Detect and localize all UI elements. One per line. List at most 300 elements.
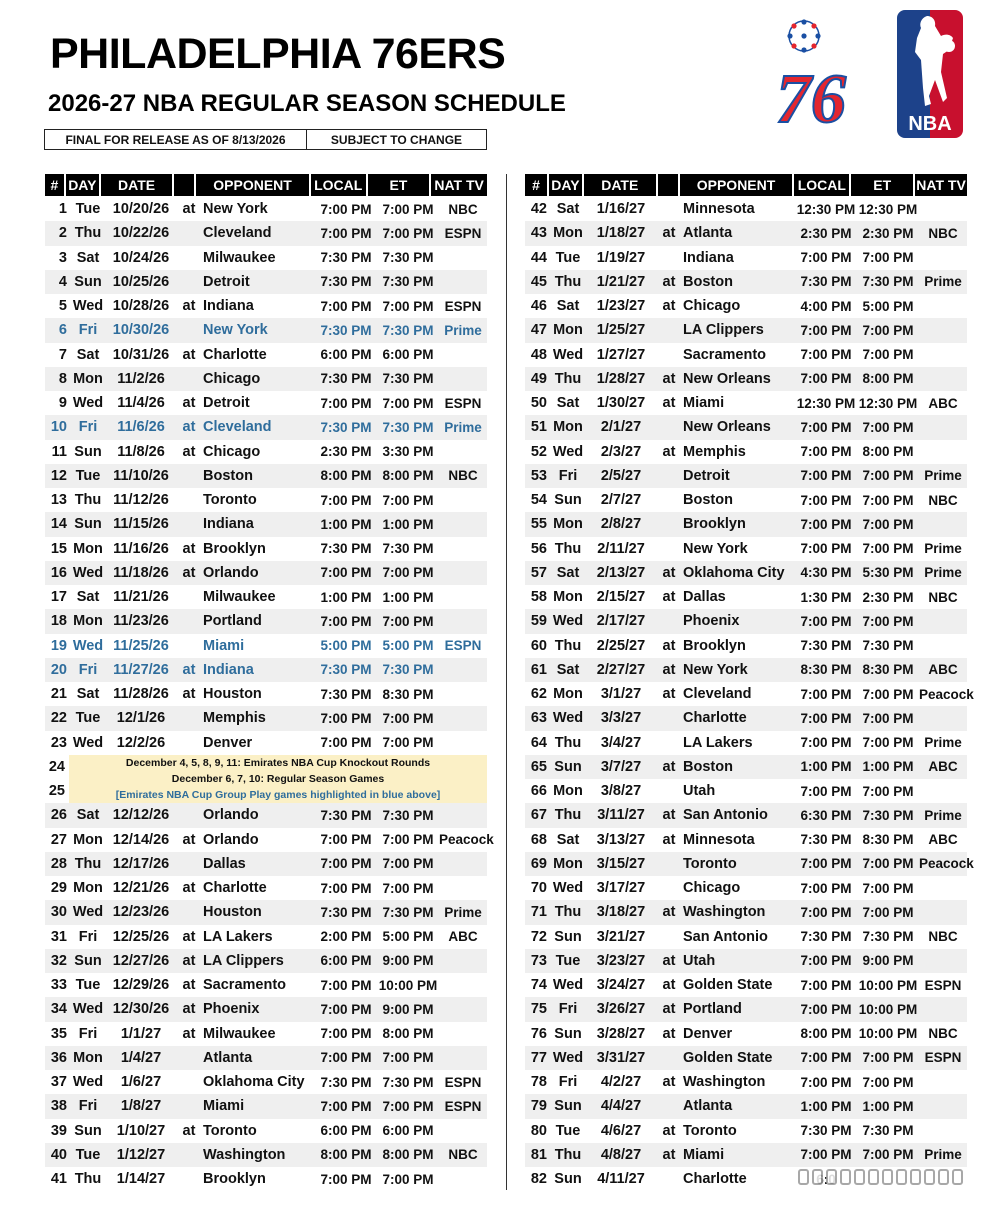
local-time: 7:30 PM [320,419,372,435]
header-at [658,174,678,196]
opponent-name: Indiana [683,249,734,266]
table-row [525,634,967,658]
game-day: Sun [74,273,102,290]
table-row [45,367,487,391]
game-day: Mon [73,370,103,387]
game-number: 2 [58,225,67,242]
local-time: 7:00 PM [320,880,372,896]
game-day: Wed [552,710,584,727]
et-time: 8:30 PM [382,686,434,702]
game-number: 73 [530,952,547,969]
et-time: 7:30 PM [862,638,914,654]
tv-network: ESPN [444,1098,482,1114]
game-number: 43 [530,225,547,242]
game-day: Sun [554,492,582,509]
local-time: 2:30 PM [320,444,372,460]
table-row [45,1143,487,1167]
tv-network: ABC [928,662,958,678]
local-time: 7:00 PM [800,977,852,993]
game-number: 72 [530,928,547,945]
game-number: 13 [50,492,67,509]
et-time: 7:00 PM [862,1074,914,1090]
game-number: 78 [530,1074,547,1091]
header-tv: NAT TV [915,174,967,196]
local-time: 5:00 PM [320,638,372,654]
game-number: 11 [51,443,67,460]
table-row [45,876,487,900]
game-date: 1/12/27 [116,1146,166,1163]
game-day: Wed [552,613,584,630]
local-time: 7:00 PM [320,832,372,848]
tv-network: Prime [924,1147,962,1163]
tv-network: NBC [928,492,958,508]
opponent-name: Toronto [203,1122,257,1139]
opponent-name: New Orleans [683,419,771,436]
local-time: 7:30 PM [800,1123,852,1139]
game-number: 70 [530,880,547,897]
table-row [525,609,967,633]
table-row [525,997,967,1021]
table-row [45,634,487,658]
table-header [45,174,487,196]
game-number: 41 [50,1171,67,1188]
game-number: 62 [530,686,547,703]
opponent-name: Phoenix [203,1001,260,1018]
table-row [525,731,967,755]
away-marker: at [182,880,196,897]
game-day: Fri [558,1074,578,1091]
game-number: 66 [530,783,547,800]
game-number: 80 [530,1122,547,1139]
game-day: Thu [74,855,102,872]
game-day: Mon [73,1049,103,1066]
opponent-name: Washington [203,1146,286,1163]
opponent-name: Dallas [683,589,726,606]
table-row [525,1070,967,1094]
away-marker: at [662,395,676,412]
game-date: 12/1/26 [116,710,166,727]
game-date: 3/11/27 [597,807,645,824]
game-number: 69 [530,855,547,872]
away-marker: at [182,952,196,969]
game-number: 12 [50,467,67,484]
et-time: 8:00 PM [382,1147,434,1163]
game-number: 37 [50,1074,67,1091]
tv-network: NBC [448,468,478,484]
local-time: 7:00 PM [800,953,852,969]
local-time: 7:00 PM [320,735,372,751]
local-time: 8:30 PM [800,662,852,678]
local-time: 7:00 PM [800,250,852,266]
table-row [525,246,967,270]
local-time: 1:30 PM [800,589,852,605]
game-day: Wed [72,564,104,581]
game-day: Thu [554,734,582,751]
game-date: 3/15/27 [596,855,646,872]
game-number: 48 [530,346,547,363]
header-at [174,174,194,196]
header-local: LOCAL [794,174,849,196]
opponent-name: Charlotte [683,1171,747,1188]
local-time: 7:00 PM [800,783,852,799]
game-date: 1/8/27 [120,1098,162,1115]
table-row [525,658,967,682]
game-date: 10/31/26 [112,346,170,363]
game-day: Wed [72,298,104,315]
opponent-name: Brooklyn [203,540,266,557]
et-time: 7:00 PM [862,686,914,702]
table-row [45,706,487,730]
game-number: 47 [530,322,547,339]
opponent-name: Phoenix [683,613,740,630]
game-number: 50 [530,395,547,412]
game-date: 10/30/26 [112,322,170,339]
local-time: 7:00 PM [800,322,852,338]
et-time: 10:00 PM [858,1026,918,1042]
game-date: 3/21/27 [596,928,646,945]
local-time: 7:30 PM [800,929,852,945]
game-date: 4/2/27 [600,1074,642,1091]
opponent-name: Cleveland [683,686,752,703]
game-date: 2/15/27 [596,589,646,606]
local-time: 7:00 PM [320,977,372,993]
game-number: 54 [530,492,547,509]
et-time: 7:30 PM [382,274,434,290]
game-day: Sat [76,686,100,703]
et-time: 1:00 PM [382,589,434,605]
game-day: Sun [554,1098,582,1115]
game-date: 12/23/26 [112,904,170,921]
opponent-name: Atlanta [203,1049,253,1066]
note-line: [Emirates NBA Cup Group Play games highlighted in blue above] [115,789,441,801]
release-note: FINAL FOR RELEASE AS OF 8/13/2026 [45,130,307,149]
local-time: 7:30 PM [800,638,852,654]
game-date: 11/28/26 [113,686,169,703]
cup-note [69,755,487,804]
opponent-name: Milwaukee [203,589,276,606]
game-number: 7 [58,346,67,363]
game-number: 45 [530,273,547,290]
opponent-name: Atlanta [683,1098,733,1115]
local-time: 2:00 PM [320,929,372,945]
game-number: 75 [530,1001,547,1018]
opponent-name: Utah [683,783,716,800]
opponent-name: Dallas [203,855,246,872]
et-time: 7:00 PM [382,1171,434,1187]
table-row [45,1022,487,1046]
away-marker: at [182,1001,196,1018]
away-marker: at [182,928,196,945]
opponent-name: Cleveland [203,225,272,242]
game-day: Thu [554,637,582,654]
local-time: 1:00 PM [800,1098,852,1114]
et-time: 7:30 PM [382,807,434,823]
et-time: 9:00 PM [382,1001,434,1017]
game-day: Tue [555,1122,581,1139]
game-number: 67 [530,807,547,824]
away-marker: at [662,1122,676,1139]
away-marker: at [662,225,676,242]
game-number: 10 [50,419,67,436]
table-row [45,512,487,536]
opponent-name: Washington [683,904,766,921]
local-time: 2:30 PM [800,225,852,241]
et-time: 7:00 PM [382,613,434,629]
game-date: 12/27/26 [112,952,170,969]
change-note: SUBJECT TO CHANGE [330,132,463,147]
table-row [45,1070,487,1094]
tv-network: ESPN [444,638,482,654]
tv-network: Prime [924,735,962,751]
game-day: Sun [554,928,582,945]
game-number: 21 [50,686,67,703]
local-time: 4:30 PM [800,565,852,581]
local-time: 7:00 PM [800,541,852,557]
table-row [525,1094,967,1118]
et-time: 7:00 PM [382,856,434,872]
tv-network: Prime [444,322,482,338]
table-row [45,852,487,876]
game-number: 32 [50,952,67,969]
game-date: 11/25/26 [113,637,169,654]
table-row [45,828,494,852]
et-time: 7:30 PM [382,419,434,435]
game-date: 11/18/26 [113,564,169,581]
game-date: 2/11/27 [597,540,645,557]
game-day: Thu [554,1146,582,1163]
table-row [525,682,974,706]
local-time: 12:30 PM [796,201,856,217]
away-marker: at [182,977,196,994]
opponent-name: Minnesota [683,201,755,218]
table-row [45,949,487,973]
game-date: 3/7/27 [600,758,642,775]
et-time: 7:00 PM [862,541,914,557]
tv-network: ESPN [444,225,482,241]
away-marker: at [662,637,676,654]
release-info-box [44,129,487,150]
game-number: 81 [530,1146,547,1163]
et-time: 7:00 PM [862,1147,914,1163]
et-time: 8:00 PM [862,371,914,387]
game-day: Wed [552,1049,584,1066]
table-row [525,270,967,294]
et-time: 7:00 PM [382,565,434,581]
game-day: Wed [552,880,584,897]
opponent-name: Chicago [203,443,261,460]
et-time: 7:00 PM [382,1050,434,1066]
away-marker: at [182,443,196,460]
opponent-name: New York [683,661,748,678]
opponent-name: Minnesota [683,831,755,848]
tv-network: NBC [448,1147,478,1163]
game-date: 11/16/26 [113,540,169,557]
game-day: Wed [72,637,104,654]
game-date: 12/30/26 [112,1001,170,1018]
away-marker: at [182,1122,196,1139]
et-time: 7:30 PM [382,250,434,266]
opponent-name: Milwaukee [203,249,276,266]
game-date: 3/4/27 [600,734,642,751]
game-number: 51 [530,419,547,436]
games-list [525,197,974,1191]
away-marker: at [662,1146,676,1163]
page-subtitle: 2026-27 NBA REGULAR SEASON SCHEDULE [48,90,566,117]
opponent-name: Charlotte [203,880,267,897]
game-number: 40 [50,1146,67,1163]
et-time: 5:30 PM [862,565,914,581]
watermark [798,1164,994,1190]
local-time: 7:00 PM [320,710,372,726]
game-day: Sun [74,1122,102,1139]
game-number: 9 [58,395,67,412]
et-time: 12:30 PM [858,395,918,411]
table-row [45,464,487,488]
game-date: 3/28/27 [596,1025,646,1042]
game-day: Fri [78,928,98,945]
away-marker: at [662,370,676,387]
local-time: 12:30 PM [796,395,856,411]
game-day: Tue [75,467,101,484]
game-number: 6 [58,322,67,339]
game-day: Mon [553,516,583,533]
game-day: Wed [552,346,584,363]
game-number: 79 [530,1098,547,1115]
game-day: Sat [76,346,100,363]
table-row [45,197,487,221]
opponent-name: Orlando [203,807,259,824]
table-row [525,391,967,415]
game-date: 3/24/27 [596,977,646,994]
local-time: 7:00 PM [800,904,852,920]
table-row [525,512,967,536]
away-marker: at [662,904,676,921]
table-row [525,755,967,779]
game-date: 12/17/26 [112,855,170,872]
game-date: 11/23/26 [113,613,169,630]
opponent-name: Toronto [683,1122,737,1139]
table-row [45,803,487,827]
local-time: 1:00 PM [320,589,372,605]
local-time: 7:30 PM [320,371,372,387]
game-day: Sun [554,1025,582,1042]
et-time: 1:00 PM [862,1098,914,1114]
et-time: 7:00 PM [862,904,914,920]
et-time: 8:00 PM [382,1026,434,1042]
opponent-name: Golden State [683,1049,773,1066]
local-time: 7:00 PM [320,856,372,872]
game-day: Sat [556,831,580,848]
header-date: DATE [584,174,656,196]
table-row [525,440,967,464]
local-time: 7:00 PM [320,201,372,217]
et-time: 7:30 PM [862,929,914,945]
game-number: 53 [530,467,547,484]
tv-network: NBC [928,225,958,241]
note-line: December 6, 7, 10: Regular Season Games [171,773,385,785]
local-time: 4:00 PM [800,298,852,314]
local-time: 7:30 PM [320,250,372,266]
table-row [525,706,967,730]
table-row [525,488,967,512]
opponent-name: Brooklyn [203,1171,266,1188]
game-number: 31 [50,928,67,945]
game-date: 1/19/27 [596,249,646,266]
opponent-name: Charlotte [203,346,267,363]
et-time: 7:00 PM [382,735,434,751]
tv-network: Prime [924,807,962,823]
header-et: ET [368,174,430,196]
table-row [525,803,967,827]
local-time: 7:30 PM [320,662,372,678]
away-marker: at [662,686,676,703]
local-time: 7:00 PM [800,856,852,872]
et-time: 6:00 PM [382,347,434,363]
et-time: 5:00 PM [862,298,914,314]
nba-logo-text: NBA [908,113,952,135]
opponent-name: LA Lakers [203,928,273,945]
game-date: 2/5/27 [600,467,642,484]
header-et: ET [851,174,913,196]
game-day: Sun [74,516,102,533]
table-row [525,973,967,997]
table-row [45,1094,487,1118]
table-row [45,682,487,706]
game-number: 38 [50,1098,67,1115]
table-row [45,1046,487,1070]
local-time: 7:00 PM [320,1050,372,1066]
table-row [525,464,967,488]
game-number: 64 [530,734,547,751]
game-date: 3/23/27 [596,952,646,969]
table-row [45,440,487,464]
opponent-name: Portland [683,1001,742,1018]
opponent-name: New York [203,201,268,218]
opponent-name: LA Lakers [683,734,753,751]
game-date: 3/31/27 [596,1049,646,1066]
game-date: 4/8/27 [600,1146,642,1163]
game-number: 65 [530,758,547,775]
opponent-name: Denver [683,1025,733,1042]
et-time: 9:00 PM [382,953,434,969]
away-marker: at [182,661,196,678]
tv-network: ABC [928,395,958,411]
et-time: 7:30 PM [382,322,434,338]
tv-network: ABC [928,759,958,775]
local-time: 7:00 PM [800,444,852,460]
et-time: 7:00 PM [862,516,914,532]
game-day: Mon [73,831,103,848]
game-number: 8 [58,370,67,387]
cup-note-row [45,755,487,804]
game-day: Fri [558,467,578,484]
game-day: Wed [72,1074,104,1091]
opponent-name: Boston [203,467,253,484]
opponent-name: New York [203,322,268,339]
game-day: Mon [553,783,583,800]
away-marker: at [662,831,676,848]
opponent-name: LA Clippers [683,322,764,339]
et-time: 8:00 PM [382,468,434,484]
game-date: 2/13/27 [596,564,646,581]
away-marker: at [662,807,676,824]
game-number: 20 [50,661,67,678]
note-line: December 4, 5, 8, 9, 11: Emirates NBA Cup Knockout Rounds [125,757,431,769]
column-divider [506,174,507,1190]
game-date: 11/10/26 [113,467,169,484]
table-row [525,852,974,876]
opponent-name: New Orleans [683,370,771,387]
